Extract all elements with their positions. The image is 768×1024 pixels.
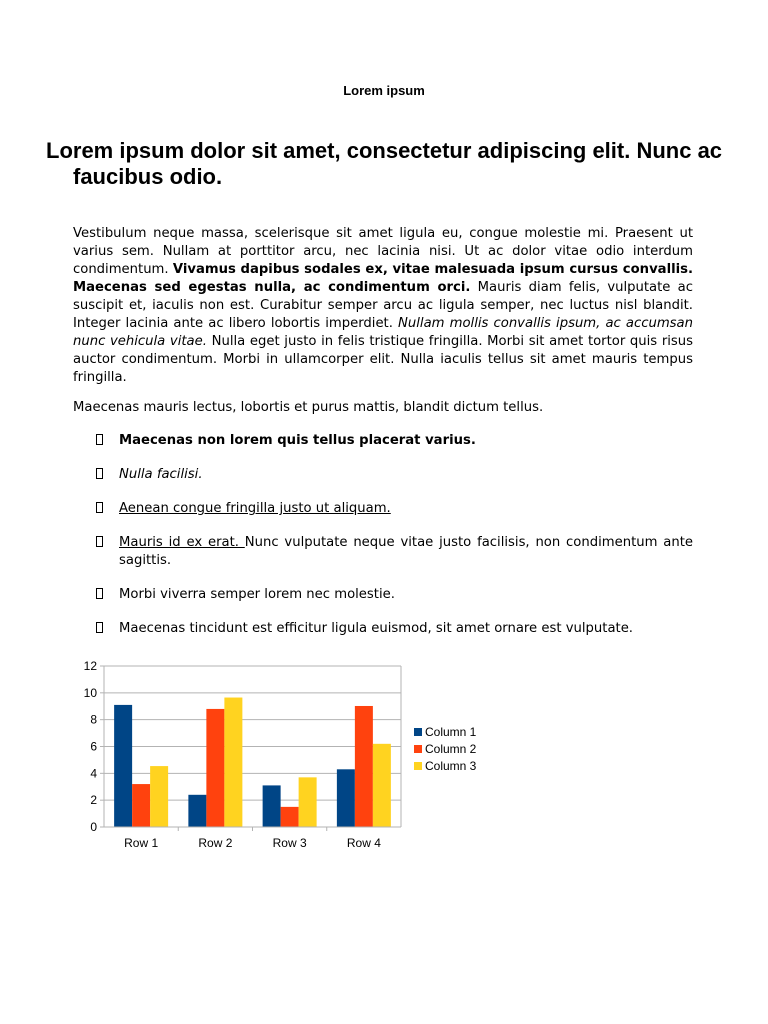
bar	[188, 795, 206, 827]
legend-label: Column 3	[425, 759, 477, 773]
list-item-text: Maecenas tincidunt est efficitur ligula euismod, sit amet ornare est vulputate.	[119, 621, 633, 636]
bullet-box-icon	[96, 434, 103, 445]
body-paragraph-2: Maecenas mauris lectus, lobortis et purus mattis, blandit dictum tellus.	[73, 400, 544, 415]
x-tick-label: Row 1	[124, 836, 159, 850]
list-item-text: Morbi viverra semper lorem nec molestie.	[119, 587, 395, 602]
list-item-text: Nulla facilisi.	[119, 467, 203, 482]
para1-bold-text: Vivamus dapibus sodales ex, vitae malesuada ipsum cursus convallis. Maecenas sed egestas nulla, ac condimentum orci.	[73, 262, 693, 295]
para1-text-1: Vestibulum neque massa, scelerisque sit amet ligula eu, congue molestie mi. Praesent ut varius sem. Nullam at porttitor arcu, nec lacinia nisi. Ut ac dolor vitae odio interdum condimentum.	[73, 226, 693, 277]
para1-text-2: Mauris diam felis, vulputate ac suscipit et, iaculis non est. Curabitur semper arcu ac ligula semper, nec luctus nisl blandit. Integer lacinia ante ac libero lobortis imperdiet.	[73, 280, 694, 331]
bar	[281, 807, 299, 827]
list-item-text	[119, 534, 693, 570]
document-heading: Lorem ipsum dolor sit amet, consectetur adipiscing elit. Nunc ac faucibus odio.	[46, 138, 723, 189]
x-tick-label: Row 3	[272, 836, 307, 850]
bullet-list	[0, 432, 768, 654]
list-item	[0, 500, 768, 518]
legend-label: Column 1	[425, 725, 477, 739]
bar	[150, 766, 168, 827]
bar	[355, 706, 373, 827]
y-tick-label: 4	[90, 766, 97, 781]
list-item	[0, 466, 768, 484]
y-tick-label: 0	[90, 820, 97, 834]
legend-swatch	[414, 762, 422, 770]
list-item-text	[119, 500, 693, 518]
legend-label: Column 2	[425, 742, 477, 756]
x-tick-label: Row 4	[346, 836, 381, 850]
para1-italic-text: Nullam mollis convallis ipsum, ac accumsan nunc vehicula vitae.	[73, 316, 693, 349]
bar	[224, 698, 242, 827]
bar	[337, 769, 355, 827]
bar	[299, 777, 317, 827]
bullet-box-icon	[96, 502, 103, 513]
list-item-underlined-text: Mauris id ex erat.	[119, 535, 245, 550]
bullet-box-icon	[96, 588, 103, 599]
y-tick-label: 6	[90, 739, 97, 754]
bar	[373, 744, 391, 827]
bullet-box-icon	[96, 622, 103, 633]
list-item-underlined-text: Aenean congue fringilla justo ut aliquam.	[119, 501, 391, 516]
bar-chart	[0, 650, 520, 860]
page-header: Lorem ipsum	[343, 83, 425, 98]
y-tick-label: 2	[90, 793, 97, 808]
list-item-text: Maecenas non lorem quis tellus placerat varius.	[119, 433, 476, 448]
list-item	[0, 586, 768, 604]
body-paragraph-1	[73, 225, 693, 387]
list-item	[0, 534, 768, 570]
bar	[132, 784, 150, 827]
bar	[263, 785, 281, 827]
list-item	[0, 432, 768, 450]
list-item	[0, 620, 768, 638]
y-tick-label: 10	[83, 685, 97, 700]
bar	[206, 709, 224, 827]
list-item-rest-text: Nunc vulputate neque vitae justo facilisis, non condimentum ante sagittis.	[119, 535, 693, 568]
x-tick-label: Row 2	[198, 836, 233, 850]
bullet-box-icon	[96, 536, 103, 547]
bullet-box-icon	[96, 468, 103, 479]
para1-text-3: Nulla eget justo in felis tristique fringilla. Morbi sit amet tortor quis risus auctor condimentum. Morbi in ullamcorper elit. Nulla iaculis tellus sit amet mauris tempus fringilla.	[73, 334, 694, 385]
legend-swatch	[414, 728, 422, 736]
y-tick-label: 12	[83, 659, 97, 673]
y-tick-label: 8	[90, 712, 97, 727]
bar	[114, 705, 132, 827]
legend-swatch	[414, 745, 422, 753]
